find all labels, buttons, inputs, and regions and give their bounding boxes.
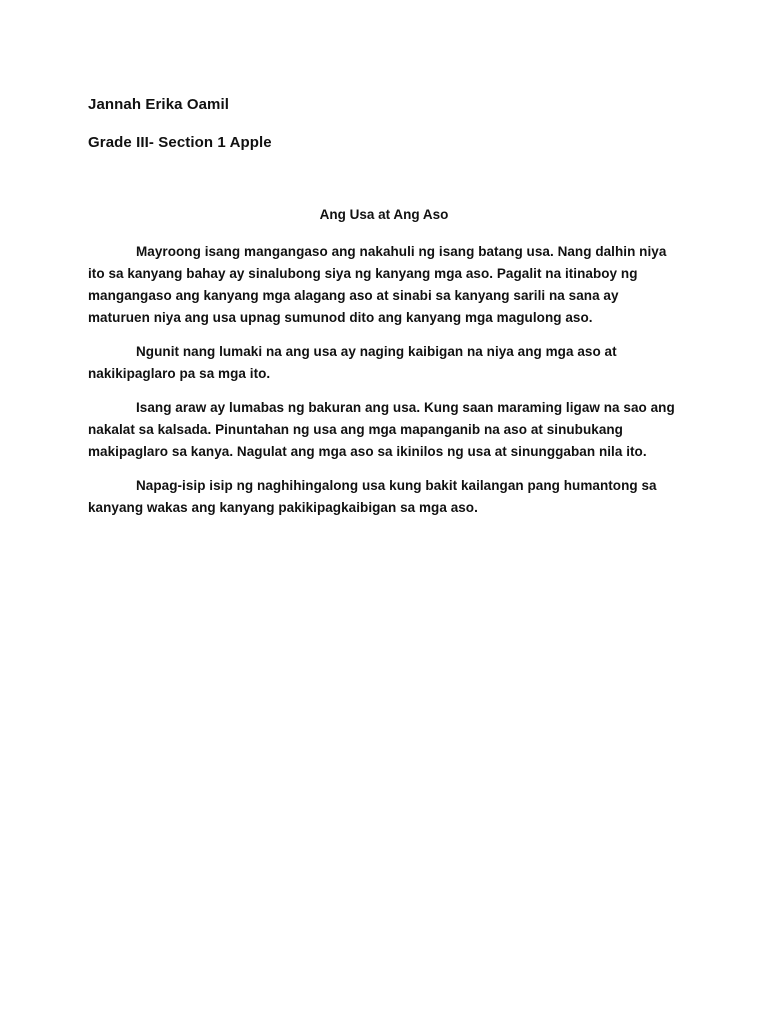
story-paragraph: Napag-isip isip ng naghihingalong usa kung bakit kailangan pang humantong sa kanyang wakas ang kanyang pakikipagkaibigan sa mga aso. (88, 478, 657, 515)
story-title: Ang Usa at Ang Aso (319, 207, 449, 222)
author-name: Jannah Erika Oamil (88, 96, 230, 113)
story-body (88, 241, 680, 519)
story-paragraph: Mayroong isang mangangaso ang nakahuli ng isang batang usa. Nang dalhin niya ito sa kanyang bahay ay sinalubong siya ng kanyang mga aso. Pagalit na itinaboy ng mangangaso ang kanyang mga alagang aso at sinabi sa kanyang sarili na sana ay maturuen niya ang usa upnag sumunod dito ang kanyang mga magulong aso. (88, 244, 667, 325)
grade-section: Grade III- Section 1 Apple (88, 134, 272, 151)
story-paragraph: Ngunit nang lumaki na ang usa ay naging kaibigan na niya ang mga aso at nakikipaglaro pa sa mga ito. (88, 344, 617, 381)
story-paragraph: Isang araw ay lumabas ng bakuran ang usa. Kung saan maraming ligaw na sao ang nakalat sa kalsada. Pinuntahan ng usa ang mga mapanganib na aso at sinubukang makipaglaro sa kanya. Nagulat ang mga aso sa ikinilos ng usa at sinunggaban nila ito. (88, 400, 675, 459)
